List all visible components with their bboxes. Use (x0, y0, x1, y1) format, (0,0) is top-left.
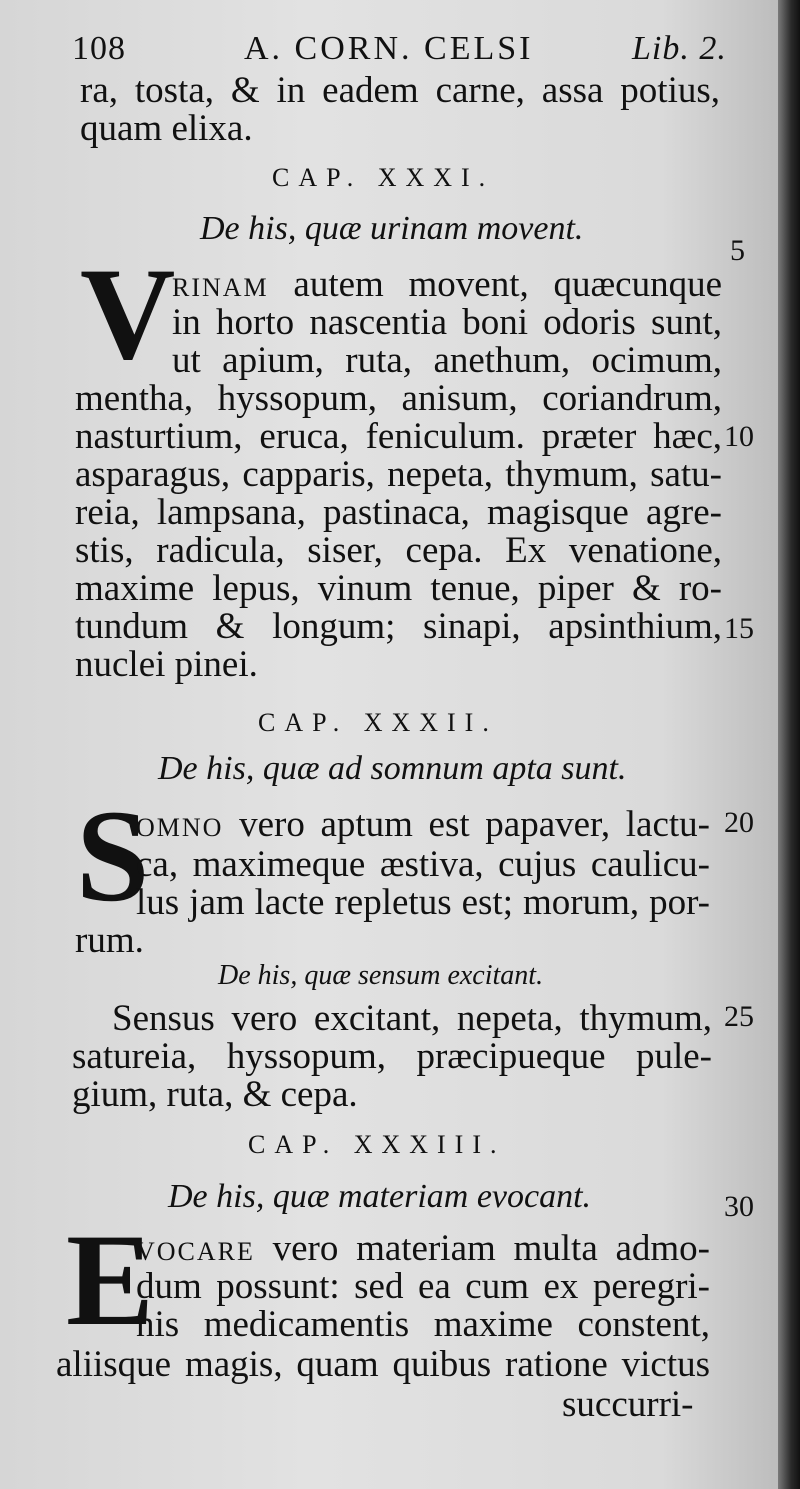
margin-line-number: 15 (724, 612, 754, 645)
book-number: Lib. 2. (632, 30, 727, 67)
text-line: aliisque magis, quam quibus ratione victus (56, 1344, 710, 1385)
chapter-subtitle: De his, quæ materiam evocant. (168, 1178, 592, 1215)
text-line: rum. (75, 920, 144, 961)
page-edge (778, 0, 800, 1489)
running-title: A. CORN. CELSI (244, 30, 534, 67)
margin-line-number: 25 (724, 1000, 754, 1033)
text-line: RINAM autem movent, quæcunque (172, 264, 722, 305)
text-line: asparagus, capparis, nepeta, thymum, satu- (75, 454, 722, 495)
section-subtitle: De his, quæ sensum excitant. (218, 960, 544, 991)
text-line: quam elixa. (80, 108, 253, 149)
text-line: OMNO vero aptum est papaver, lactu- (136, 804, 710, 845)
lead-smallcaps: VOCARE (136, 1237, 255, 1266)
text-line: in horto nascentia boni odoris sunt, (172, 302, 722, 343)
text-line: nis medicamentis maxime constent, (136, 1304, 710, 1345)
text-line: stis, radicula, siser, cepa. Ex venatione, (75, 530, 722, 571)
margin-line-number: 20 (724, 806, 754, 839)
page-number: 108 (72, 30, 126, 67)
text-line: reia, lampsana, pastinaca, magisque agre- (75, 492, 722, 533)
margin-line-number: 30 (724, 1190, 754, 1223)
text-line: tundum & longum; sinapi, apsinthium, (75, 606, 722, 647)
text-line: nasturtium, eruca, feniculum. præter hæc, (75, 416, 722, 457)
chapter-subtitle: De his, quæ ad somnum apta sunt. (158, 750, 627, 787)
text-line: Sensus vero excitant, nepeta, thymum, (112, 998, 712, 1039)
text-line: gium, ruta, & cepa. (72, 1074, 358, 1115)
text-line: mentha, hyssopum, anisum, coriandrum, (75, 378, 722, 419)
text-line: succurri- (562, 1384, 694, 1425)
text-line: nuclei pinei. (75, 644, 258, 685)
text-line: ra, tosta, & in eadem carne, assa potius, (80, 70, 720, 111)
text-line: lus jam lacte repletus est; morum, por- (136, 882, 710, 923)
chapter-subtitle: De his, quæ urinam movent. (200, 210, 584, 247)
text-line: dum possunt: sed ea cum ex peregri- (136, 1266, 710, 1307)
text-line: maxime lepus, vinum tenue, piper & ro- (75, 568, 722, 609)
text-line: VOCARE vero materiam multa admo- (136, 1228, 710, 1269)
drop-cap: S (76, 782, 150, 929)
text-line: ut apium, ruta, anethum, ocimum, (172, 340, 722, 381)
margin-line-number: 10 (724, 420, 754, 453)
drop-cap: E (66, 1206, 155, 1353)
drop-cap: V (80, 240, 176, 387)
text-line: satureia, hyssopum, præcipueque pule- (72, 1036, 712, 1077)
lead-smallcaps: OMNO (136, 813, 224, 842)
chapter-heading: CAP. XXXII. (258, 708, 498, 737)
chapter-heading: CAP. XXXI. (272, 163, 495, 192)
chapter-heading: CAP. XXXIII. (248, 1130, 506, 1159)
margin-line-number: 5 (730, 234, 745, 267)
text-line: ca, maximeque æstiva, cujus caulicu- (136, 844, 710, 885)
lead-smallcaps: RINAM (172, 273, 269, 302)
